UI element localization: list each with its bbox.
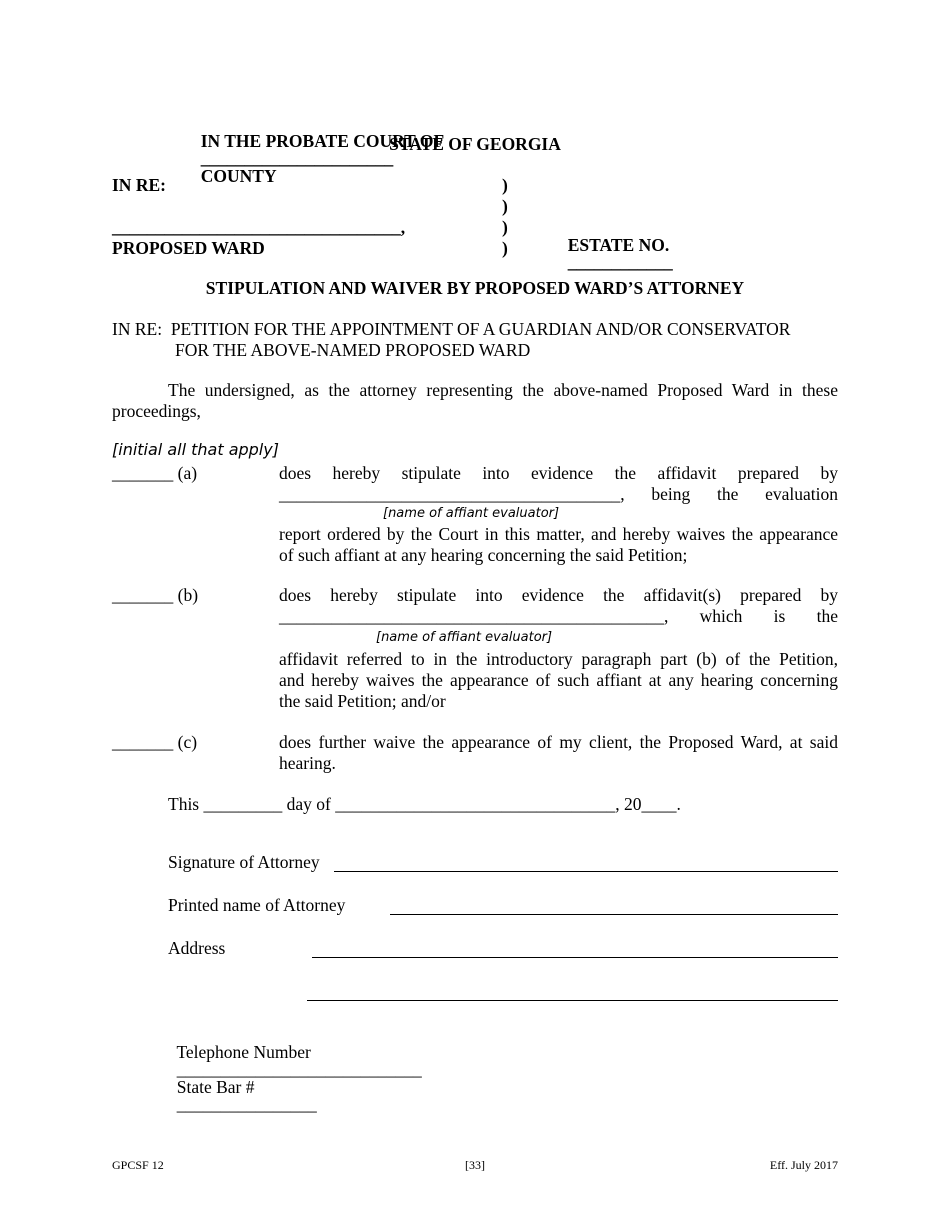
effective-date: Eff. July 2017 xyxy=(769,1158,838,1172)
estate-label: ESTATE NO. xyxy=(567,234,670,255)
in-re-label: IN RE: xyxy=(112,175,166,195)
item-b-line-5: the said Petition; and/or xyxy=(279,691,446,711)
item-b-line-4: and hereby waives the appearance of such affiant at any hearing concerning xyxy=(279,670,838,690)
address-line-1 xyxy=(312,957,838,958)
telephone-label: Telephone Number xyxy=(176,1041,311,1062)
item-c-line-1: does further waive the appearance of my client, the Proposed Ward, at said xyxy=(279,732,838,752)
estate-blank: ____________ xyxy=(567,252,673,272)
petition-line-2: FOR THE ABOVE-NAMED PROPOSED WARD xyxy=(175,340,531,360)
ward-name-blank: _________________________________, xyxy=(112,217,406,237)
court-prefix: IN THE PROBATE COURT OF xyxy=(200,130,445,151)
instruction-note: [initial all that apply] xyxy=(112,440,279,459)
item-a-initial: _______ (a) xyxy=(112,463,198,483)
petition-line-1: IN RE: PETITION FOR THE APPOINTMENT OF A GUARDIAN AND/OR CONSERVATOR xyxy=(112,319,791,339)
telephone-blank: ____________________________ xyxy=(176,1059,422,1079)
caption-paren: ) xyxy=(502,175,508,195)
state-bar-blank: ________________ xyxy=(176,1094,317,1114)
form-id: GPCSF 12 xyxy=(112,1158,164,1172)
intro-line-1: The undersigned, as the attorney representing the above-named Proposed Ward in these xyxy=(168,380,838,400)
date-line: This _________ day of ________________________________, 20____. xyxy=(168,794,681,814)
item-b-note: [name of affiant evaluator] xyxy=(376,630,553,645)
signature-label: Signature of Attorney xyxy=(168,852,320,872)
state-heading: STATE OF GEORGIA xyxy=(389,134,561,154)
telephone-row xyxy=(168,1026,422,1114)
item-c-line-2: hearing. xyxy=(279,753,336,773)
signature-line xyxy=(334,871,838,872)
item-a-line-3: report ordered by the Court in this matter, and hereby waives the appearance xyxy=(279,524,838,544)
address-label: Address xyxy=(168,938,226,958)
printed-name-line xyxy=(390,914,838,915)
item-a-line-4: of such affiant at any hearing concerning the said Petition; xyxy=(279,545,688,565)
printed-name-label: Printed name of Attorney xyxy=(168,895,346,915)
county-blank: ______________________ xyxy=(200,148,394,168)
state-bar-label: State Bar # xyxy=(176,1076,255,1097)
county-label: COUNTY xyxy=(200,165,277,186)
item-b-line-3: affidavit referred to in the introductory paragraph part (b) of the Petition, xyxy=(279,649,838,669)
item-c-initial: _______ (c) xyxy=(112,732,198,752)
item-a-line-2: _______________________________________, being the evaluation xyxy=(279,484,838,504)
page-number: [33] xyxy=(465,1158,485,1172)
item-b-line-1: does hereby stipulate into evidence the affidavit(s) prepared by xyxy=(279,585,838,605)
item-a-line-1: does hereby stipulate into evidence the affidavit prepared by xyxy=(279,463,838,483)
estate-number xyxy=(559,219,673,272)
caption-paren: ) xyxy=(502,196,508,216)
address-line-2 xyxy=(307,1000,838,1001)
document-title: STIPULATION AND WAIVER BY PROPOSED WARD’S ATTORNEY xyxy=(205,278,745,298)
item-a-note: [name of affiant evaluator] xyxy=(383,506,560,521)
item-b-line-2: ____________________________________________, which is the xyxy=(279,606,838,626)
caption-paren: ) xyxy=(502,217,508,237)
item-b-initial: _______ (b) xyxy=(112,585,199,605)
intro-line-2: proceedings, xyxy=(112,401,201,421)
proposed-ward-label: PROPOSED WARD xyxy=(112,238,265,258)
caption-paren: ) xyxy=(502,238,508,258)
